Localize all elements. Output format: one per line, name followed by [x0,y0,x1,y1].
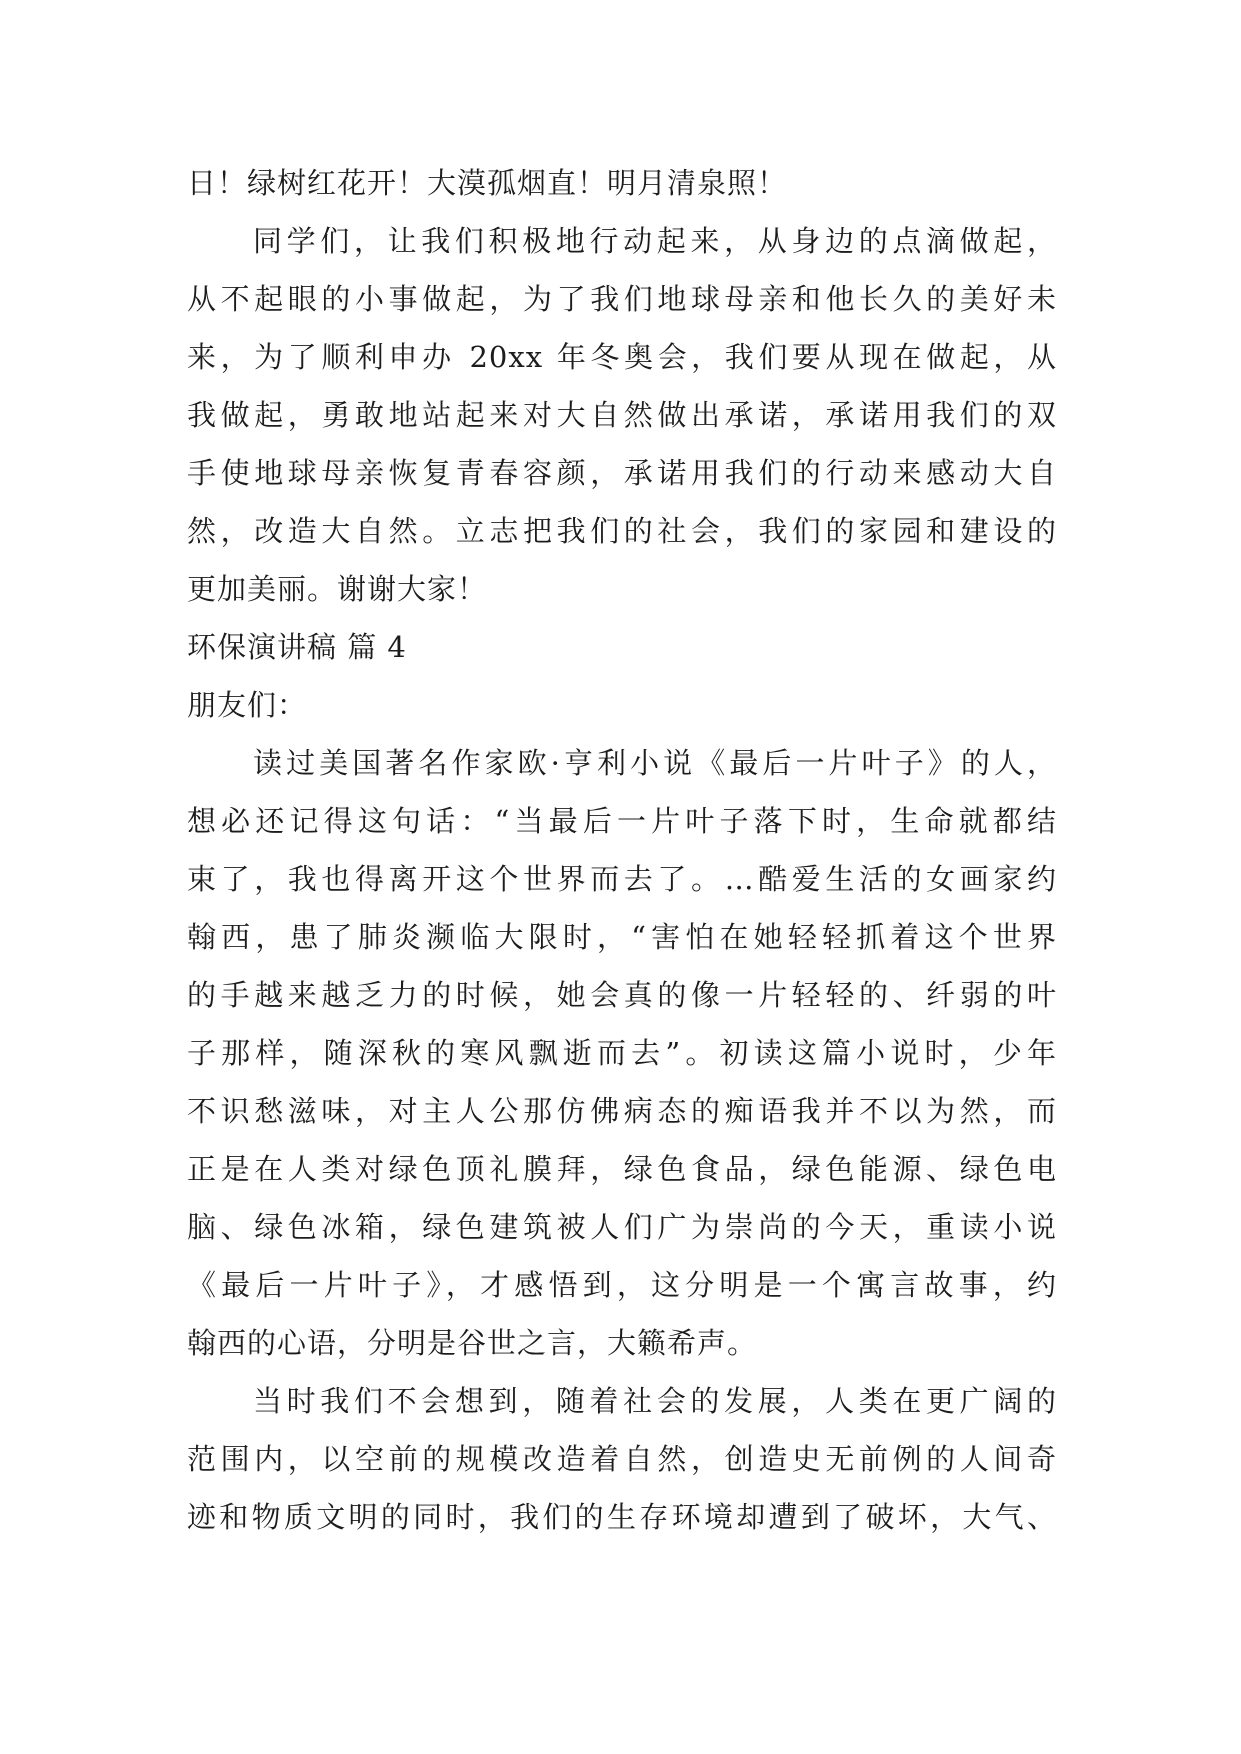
text-line: 日！绿树红花开！大漠孤烟直！明月清泉照！ [187,166,788,200]
text-line: 我做起，勇敢地站起来对大自然做出承诺，承诺用我们的双 [187,398,1057,432]
text-line: 《最后一片叶子》，才感悟到，这分明是一个寓言故事，约 [187,1268,1057,1302]
section-heading: 环保演讲稿 篇 4 [187,630,407,664]
text-line: 同学们，让我们积极地行动起来，从身边的点滴做起， [253,224,1057,258]
text-line: 迹和物质文明的同时，我们的生存环境却遭到了破坏，大气、 [187,1500,1057,1534]
text-line: 脑、绿色冰箱，绿色建筑被人们广为崇尚的今天，重读小说 [187,1210,1057,1244]
salutation: 朋友们： [187,688,308,722]
text-line: 读过美国著名作家欧·亨利小说《最后一片叶子》的人， [253,746,1057,780]
text-line: 正是在人类对绿色顶礼膜拜，绿色食品，绿色能源、绿色电 [187,1152,1057,1186]
text-line: 当时我们不会想到，随着社会的发展，人类在更广阔的 [253,1384,1057,1418]
text-line: 来，为了顺利申办 20xx 年冬奥会，我们要从现在做起，从 [187,340,1057,374]
document-body [187,154,1057,1546]
text-line: 更加美丽。谢谢大家！ [187,572,488,606]
text-line: 想必还记得这句话：“当最后一片叶子落下时，生命就都结 [187,804,1057,838]
paragraph-then [187,1372,1057,1546]
text-line: 范围内，以空前的规模改造着自然，创造史无前例的人间奇 [187,1442,1057,1476]
text-line: 子那样，随深秋的寒风飘逝而去”。初读这篇小说时，少年 [187,1036,1057,1070]
paragraph-previous-ending [187,154,1057,212]
text-line: 翰西，患了肺炎濒临大限时，“害怕在她轻轻抓着这个世界 [187,920,1057,954]
text-line: 的手越来越乏力的时候，她会真的像一片轻轻的、纤弱的叶 [187,978,1057,1012]
paragraph-story [187,734,1057,1372]
text-line: 束了，我也得离开这个世界而去了。…酷爱生活的女画家约 [187,862,1057,896]
text-line: 然，改造大自然。立志把我们的社会，我们的家园和建设的 [187,514,1057,548]
text-line: 手使地球母亲恢复青春容颜，承诺用我们的行动来感动大自 [187,456,1057,490]
text-line: 不识愁滋味，对主人公那仿佛病态的痴语我并不以为然，而 [187,1094,1057,1128]
text-line: 从不起眼的小事做起，为了我们地球母亲和他长久的美好未 [187,282,1057,316]
paragraph-call-to-action [187,212,1057,618]
text-line: 翰西的心语，分明是谷世之言，大籁希声。 [187,1326,758,1360]
